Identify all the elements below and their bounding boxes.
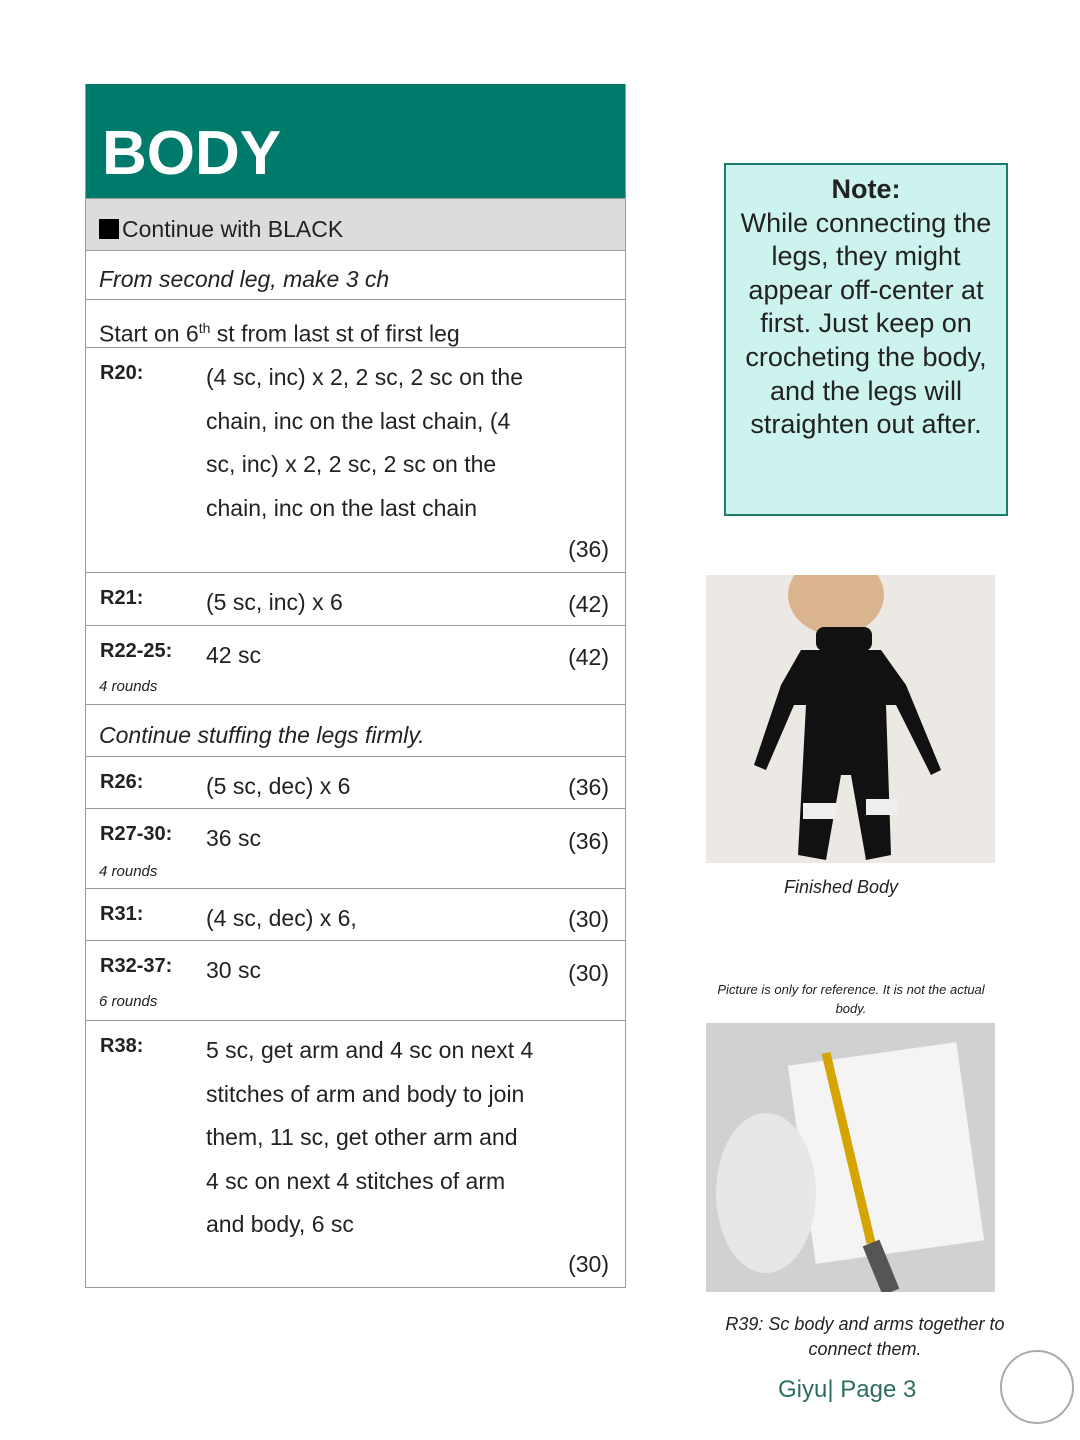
round-instruction: (5 sc, inc) x 6 — [206, 589, 343, 615]
round-label: R22-25: — [100, 640, 173, 662]
stuffing-note: Continue stuffing the legs firmly. — [86, 704, 625, 756]
round-row — [86, 347, 625, 572]
stitch-count: (30) — [568, 1251, 609, 1277]
doll-image — [706, 575, 995, 863]
photo-caption-r39: R39: Sc body and arms together to connect them. — [725, 1314, 1005, 1359]
intro-row: From second leg, make 3 ch — [86, 250, 625, 299]
page-footer: Giyu| Page 3 — [778, 1376, 917, 1403]
note-text: While connecting the legs, they might appear off-center at first. Just keep on crocheting the body, and the legs will straighten out after. — [740, 207, 992, 440]
round-row — [86, 808, 625, 888]
round-sub: 4 rounds — [99, 678, 158, 695]
round-sub: 4 rounds — [99, 863, 158, 880]
round-row — [86, 940, 625, 1020]
round-label: R20: — [100, 362, 144, 384]
stitch-count: (42) — [568, 644, 609, 670]
round-instruction: (4 sc, inc) x 2, 2 sc, 2 sc on the chain, inc on the last chain, (4 sc, inc) x 2, 2 sc, 2 sc on the chain, inc on the last chain — [206, 364, 524, 521]
stitch-count: (36) — [568, 536, 609, 562]
round-label: R31: — [100, 903, 144, 925]
color-row-text: Continue with BLACK — [122, 216, 344, 242]
stitch-count: (36) — [568, 828, 609, 854]
stitch-count: (30) — [568, 960, 609, 986]
photo-caption: Finished Body — [783, 877, 899, 897]
stitch-count: (30) — [568, 906, 609, 932]
stitch-count: (42) — [568, 591, 609, 617]
round-label: R38: — [100, 1035, 144, 1057]
crochet-image — [706, 1023, 995, 1292]
stitch-count: (36) — [568, 774, 609, 800]
crochet-photo — [706, 1023, 995, 1292]
start-text-rest: st from last st of first leg — [210, 320, 460, 347]
start-row — [86, 299, 625, 347]
superscript: th — [198, 320, 211, 336]
note-box — [724, 163, 1008, 516]
round-label: R26: — [100, 771, 144, 793]
round-row — [86, 625, 625, 704]
section-title: BODY — [86, 84, 625, 198]
round-row — [86, 572, 625, 625]
brand-logo — [1000, 1350, 1074, 1424]
round-row — [86, 888, 625, 940]
round-label: R27-30: — [100, 823, 173, 845]
note-heading: Note: — [831, 174, 901, 204]
round-label: R21: — [100, 587, 144, 609]
round-row — [86, 756, 625, 808]
round-instruction: (5 sc, dec) x 6 — [206, 773, 351, 799]
start-text: Start on 6 — [99, 320, 199, 347]
round-sub: 6 rounds — [99, 993, 158, 1010]
round-instruction: (4 sc, dec) x 6, — [206, 905, 357, 931]
round-instruction: 36 sc — [206, 825, 261, 851]
round-instruction: 30 sc — [206, 957, 261, 983]
finished-body-photo — [706, 575, 995, 863]
round-row — [86, 1020, 625, 1287]
reference-note: Picture is only for reference. It is not the actual body. — [717, 982, 985, 1016]
color-row — [86, 198, 625, 250]
round-instruction: 42 sc — [206, 642, 261, 668]
round-instruction: 5 sc, get arm and 4 sc on next 4 stitches of arm and body to join them, 11 sc, get other arm and 4 sc on next 4 stitches of arm and body, 6 sc — [206, 1037, 534, 1237]
black-swatch — [99, 219, 119, 239]
pattern-table — [85, 84, 626, 1288]
round-label: R32-37: — [100, 955, 173, 977]
